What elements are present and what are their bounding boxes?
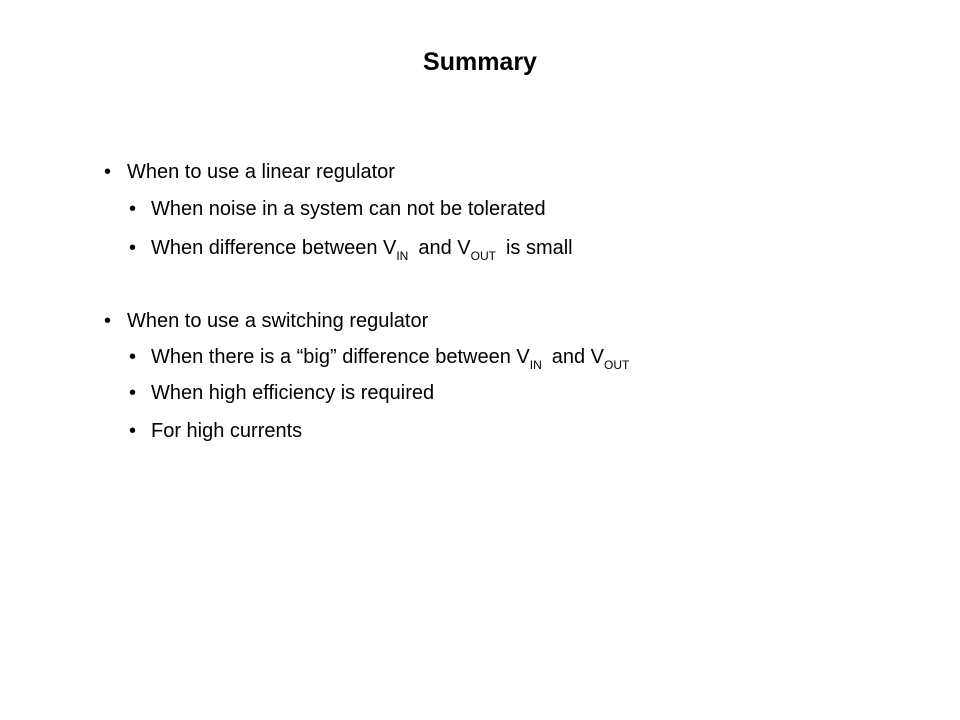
sub-bullet-high-efficiency (129, 381, 434, 405)
subscript-in: IN (396, 249, 409, 263)
text-segment: and V (551, 346, 604, 368)
bullet-text: For high currents (151, 420, 303, 442)
bullet-icon: • (129, 237, 137, 259)
bullet-switching-regulator (104, 309, 428, 333)
bullet-text: When to use a switching regulator (127, 310, 429, 332)
sub-bullet-big-difference (129, 345, 629, 371)
sub-bullet-high-currents (129, 419, 302, 443)
bullet-text (151, 237, 573, 263)
bullet-text: When high efficiency is required (151, 382, 435, 404)
bullet-icon: • (129, 198, 137, 220)
bullet-text (151, 346, 630, 372)
text-segment: When difference between V (151, 237, 397, 259)
subscript-in: IN (529, 358, 542, 372)
slide-title: Summary (423, 48, 537, 76)
bullet-icon: • (129, 346, 137, 368)
subscript-out: OUT (470, 249, 496, 263)
sub-bullet-small-difference (129, 236, 573, 262)
sub-bullet-noise (129, 197, 546, 221)
bullet-icon: • (104, 310, 112, 332)
text-segment: is small (505, 237, 573, 259)
bullet-text: When to use a linear regulator (127, 161, 395, 183)
text-segment: and V (418, 237, 471, 259)
subscript-out: OUT (604, 358, 630, 372)
bullet-icon: • (104, 161, 112, 183)
text-segment: When there is a “big” difference between V (151, 346, 530, 368)
bullet-text: When noise in a system can not be tolerated (151, 198, 546, 220)
bullet-linear-regulator (104, 160, 395, 184)
bullet-icon: • (129, 382, 137, 404)
bullet-icon: • (129, 420, 137, 442)
